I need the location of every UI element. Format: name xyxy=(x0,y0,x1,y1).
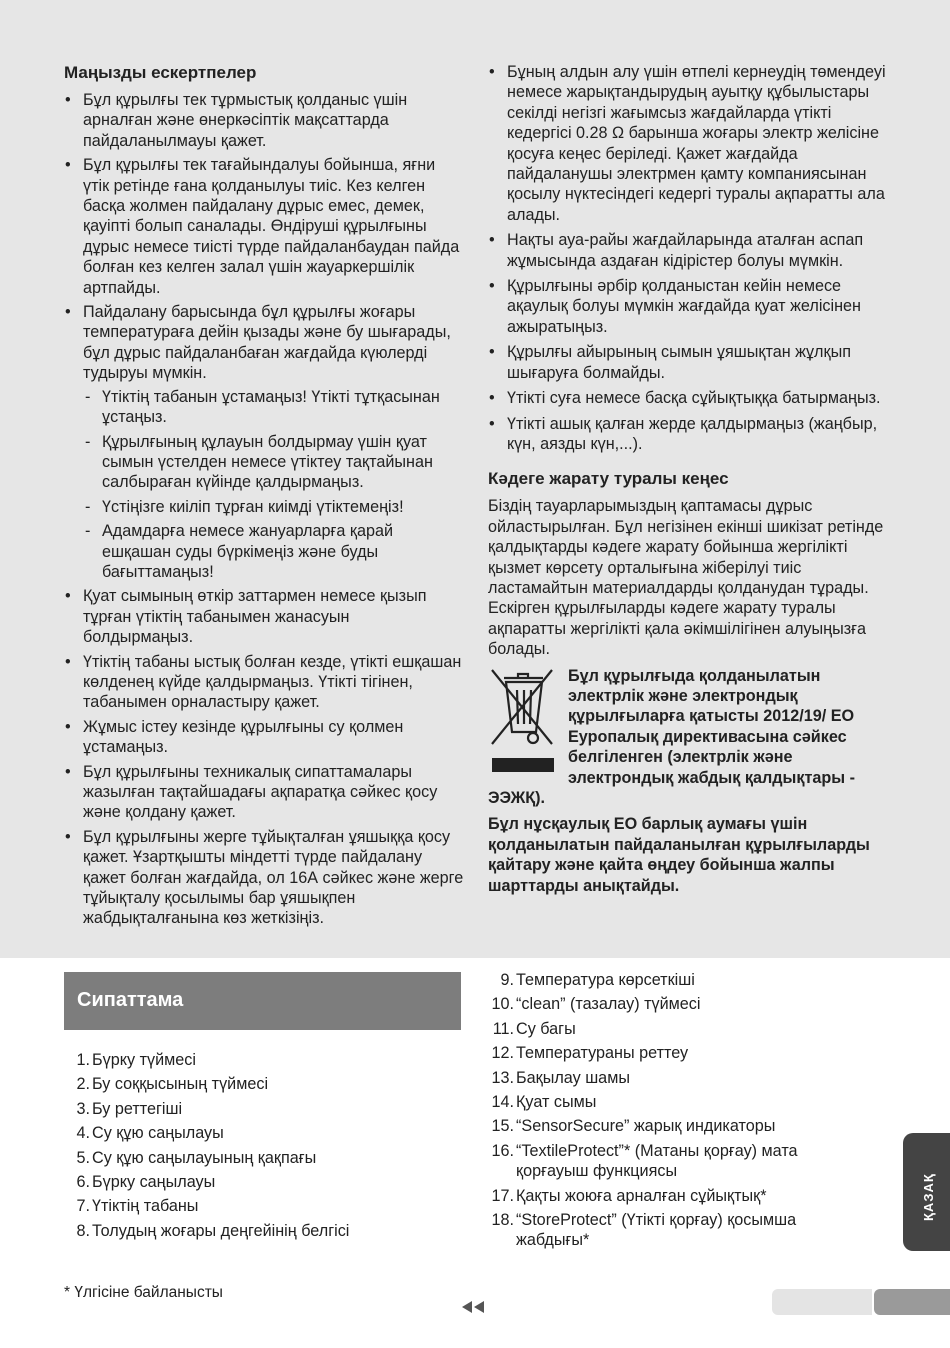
sub-list xyxy=(83,387,464,583)
item-number: 4. xyxy=(76,1124,90,1143)
item-number: 18. xyxy=(491,1211,514,1230)
warnings-list-continued xyxy=(488,62,892,454)
item-number: 13. xyxy=(491,1068,514,1087)
item-label: Су құю саңылауы xyxy=(92,1124,224,1143)
disposal-text: Біздің тауарларымыздың қаптамасы дұрыс ойластырылған. Бұл негізінен екінші шикізат ретінде қалдықтарды кәдеге жарату бойынша жергілікті қызмет көрсету орталығына жіберілуі тиіс ластамайтын материалдарды қолданудан тұрады. Ескірген құрылғыларды кәдеге жарату туралы ақпаратты жергілікті қала әкімшілігінен алуыңызға болады. xyxy=(488,497,884,659)
list-item xyxy=(64,1099,444,1119)
item-label: Бүрку саңылауы xyxy=(92,1173,216,1192)
item-number: 12. xyxy=(491,1044,514,1063)
item-label: “TextileProtect”* (Матаны қорғау) мата қорғауыш функциясы xyxy=(516,1141,798,1181)
item-number: 14. xyxy=(491,1093,514,1112)
list-item: • Бұның алдын алу үшін өтпелі кернеудің төмендеуі немесе жарықтандырудың ауытқу құбылыстары секілді негізгі жағымсыз жағдайларда үтікті кедергісі 0.28 Ω барынша жоғары электр желісіне қосуға кеңес беріледі. Қажет жағдайда пайдаланушы электрмен қамту компаниясынан қосылу нүктесіндегі кедергі туралы ақпаратты ала алады. xyxy=(488,62,892,225)
list-item xyxy=(488,1141,868,1182)
list-item: • Құрылғыны әрбір қолданыстан кейін немесе ақаулық болуы мүмкін жағдайда қуат желісінен ажыратыңыз. xyxy=(488,276,892,337)
list-item xyxy=(488,970,868,990)
list-item: • Нақты ауа-райы жағдайларында аталған аспап жұмысында аздаған кідірістер болуы мүмкін. xyxy=(488,230,892,271)
item-label: Температура көрсеткіші xyxy=(516,971,695,989)
list-item xyxy=(488,994,868,1014)
item-number: 15. xyxy=(491,1117,514,1136)
list-item xyxy=(64,1221,444,1241)
list-item: • Үтікті ашық қалған жерде қалдырмаңыз (жаңбыр, күн, аязды күн,...). xyxy=(488,414,892,455)
weee-block xyxy=(488,666,892,896)
item-label: “StoreProtect” (Үтікті қорғау) қосымша жабдығы* xyxy=(516,1211,797,1250)
page-tab-light xyxy=(772,1289,872,1315)
list-item xyxy=(488,1116,868,1136)
warnings-right-column xyxy=(488,62,892,896)
item-number: 2. xyxy=(76,1075,90,1094)
sub-list-item: - Адамдарға немесе жануарларға қарай ешқашан суды бүркімеңіз және буды бағыттамаңыз! xyxy=(83,521,464,582)
warnings-list xyxy=(64,90,464,929)
list-item xyxy=(488,1043,868,1063)
item-label: Бақылау шамы xyxy=(516,1068,630,1087)
list-item: • Бұл құрылғыны жерге тұйықталған ұяшыққа қосу қажет. Ұзартқышты міндетті түрде пайдалану қажет болған жағдайда, ол 16А сәйкес және жерге тұйықталу қосылымы бар ұяшықпен жабдықталғанына көз жеткізіңіз. xyxy=(64,827,464,929)
sub-list-item: - Құрылғының құлауын болдырмау үшін қуат сымын үстелден немесе үтіктеу тақтайынан салбыраған күйінде қалдырмаңыз. xyxy=(83,432,464,493)
list-item xyxy=(488,1092,868,1112)
list-item xyxy=(488,1019,868,1039)
sub-list-item: - Үстіңізге киіліп тұрған киімді үтіктемеңіз! xyxy=(83,497,464,517)
page-tab-dark xyxy=(874,1289,950,1315)
item-label: Температураны реттеу xyxy=(516,1044,689,1063)
sub-list-item: - Үтіктің табанын ұстамаңыз! Үтікті тұтқасынан ұстаңыз. xyxy=(83,387,464,428)
item-number: 6. xyxy=(76,1173,90,1192)
list-item: • Бұл құрылғы тек тағайындалуы бойынша, яғни үтік ретінде ғана қолданылуы тиіс. Кез келген басқа жолмен пайдалану дұрыс емес, демек, қауіпті болып саналады. Өндіруші құрылғыны дұрыс немесе тиісті түрде пайдаланбаудан пайда болған кез келген залал үшін жауаркершілік артпайды. xyxy=(64,155,464,298)
list-item xyxy=(64,1123,444,1143)
list-item: • Құрылғы айырының сымын ұяшықтан жұлқып шығаруға болмайды. xyxy=(488,342,892,383)
list-item xyxy=(64,1074,444,1094)
list-item: • Қуат сымының өткір заттармен немесе қызып тұрған үтіктің табанымен жанасуын болдырмаңыз. xyxy=(64,586,464,647)
item-label: Су багы xyxy=(516,1019,576,1038)
footnote: * Үлгісіне байланысты xyxy=(64,1284,223,1301)
item-label: Үтіктің табаны xyxy=(92,1197,199,1216)
list-item: • Үтіктің табаны ыстық болған кезде, үтікті ешқашан көлденең күйде қалдырмаңыз. Үтікті тігінен, табанымен орналастыру қажет. xyxy=(64,652,464,713)
list-item xyxy=(64,302,464,582)
item-label: Су құю саңылауының қақпағы xyxy=(92,1148,317,1167)
language-tab-label: ҚАЗАҚ xyxy=(921,1173,936,1221)
item-number: 1. xyxy=(76,1051,90,1069)
list-item: • Бұл құрылғы тек тұрмыстық қолданыс үшін арналған және өнеркәсіптік мақсаттарда пайдаланылмауы қажет. xyxy=(64,90,464,151)
item-number: 17. xyxy=(491,1186,514,1205)
list-item xyxy=(64,1050,444,1070)
list-item: • Үтікті суға немесе басқа сұйықтыққа батырмаңыз. xyxy=(488,388,892,408)
item-number: 8. xyxy=(76,1221,90,1240)
item-number: 3. xyxy=(76,1099,90,1118)
list-item: • Жұмыс істеу кезінде құрылғыны су қолмен ұстамаңыз. xyxy=(64,717,464,758)
weee-text-2: Бұл нұсқаулық ЕО барлық аумағы үшін қолданылатын пайдаланылған құрылғыларды қайтару және қайта өңдеу бойынша жалпы шарттарды анықтайды. xyxy=(488,815,870,895)
description-list-left xyxy=(64,1050,444,1245)
list-item xyxy=(488,1186,868,1206)
list-item xyxy=(488,1210,868,1251)
list-item-text: Пайдалану барысында бұл құрылғы жоғары температураға дейін қызады және бу шығарады, бұл дұрыс пайдаланбаған жағдайда күюлерді тудыруы мүмкін. xyxy=(83,303,451,383)
item-label: Қуат сымы xyxy=(516,1093,597,1112)
list-item xyxy=(64,1172,444,1192)
item-label: Бүрку түймесі xyxy=(92,1051,196,1069)
page-nav-arrows-icon xyxy=(462,1300,488,1319)
item-number: 7. xyxy=(76,1197,90,1216)
item-label: “SensorSecure” жарық индикаторы xyxy=(516,1117,776,1136)
weee-bin-icon xyxy=(488,666,558,778)
list-item: • Бұл құрылғыны техникалық сипаттамалары жазылған тақтайшадағы ақпаратқа сәйкес қосу және қолдану қажет. xyxy=(64,762,464,823)
list-item xyxy=(64,1148,444,1168)
weee-text: Бұл құрылғыда қолданылатын электрлік және электрондық құрылғыларға қатысты 2012/19/ ЕО Еуропалық директивасына сәйкес белгіленген (электрлік және электрондық жабдық қалдықтары - ЭЭЖҚ). xyxy=(488,666,855,807)
item-label: Бу соққысының түймесі xyxy=(92,1075,269,1094)
warnings-left-column xyxy=(64,62,464,933)
warnings-title: Маңызды ескертпелер xyxy=(64,63,257,82)
item-number: 11. xyxy=(492,1019,514,1038)
description-title: Сипаттама xyxy=(77,989,184,1011)
list-item xyxy=(64,1196,444,1216)
item-number: 5. xyxy=(76,1148,90,1167)
item-label: Толудың жоғары деңгейінің белгісі xyxy=(92,1221,350,1240)
item-label: Бу реттегіші xyxy=(92,1099,183,1118)
item-label: “clean” (тазалау) түймесі xyxy=(516,995,701,1014)
item-number: 10. xyxy=(491,995,514,1014)
item-number: 9. xyxy=(500,971,514,989)
item-number: 16. xyxy=(491,1141,514,1160)
description-list-right xyxy=(488,970,868,1255)
description-header xyxy=(64,972,461,1030)
language-tab xyxy=(903,1133,950,1251)
item-label: Қақты жоюға арналған сұйықтық* xyxy=(516,1186,767,1205)
list-item xyxy=(488,1068,868,1088)
disposal-title: Кәдеге жарату туралы кеңес xyxy=(488,469,729,489)
